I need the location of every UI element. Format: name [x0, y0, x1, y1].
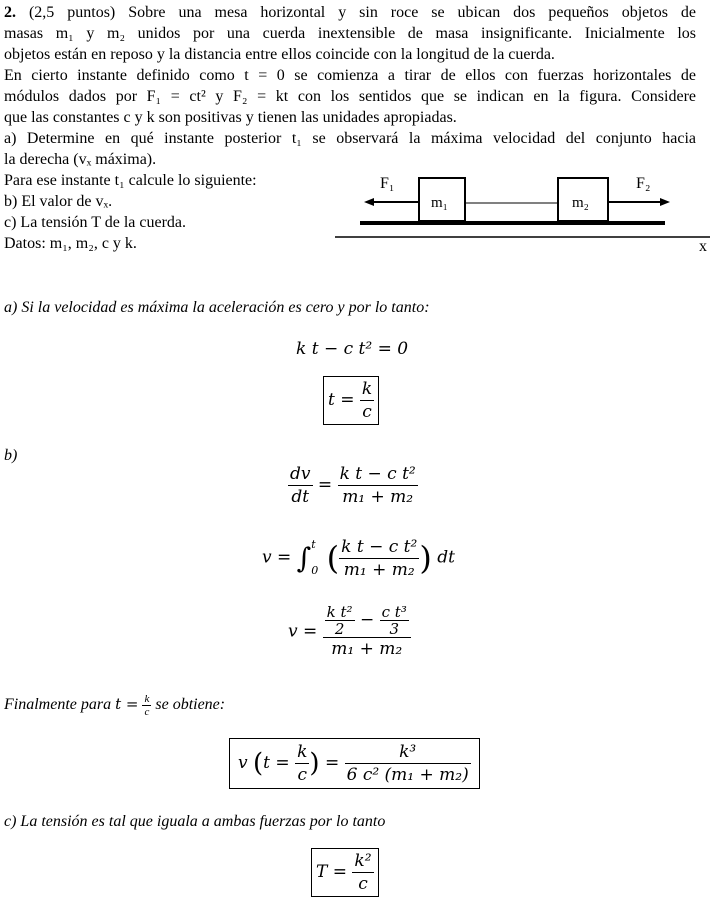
- problem-line-11: c) La tensión T de la cuerda.: [4, 214, 186, 231]
- label-m2: m₂: [572, 195, 589, 211]
- solution-a-text: a) Si la velocidad es máxima la aceleración es cero y por lo tanto:: [4, 299, 430, 316]
- equation-dvdt: $\frac{dv}{dt}$ = $\frac{\text{k t − c t²}}{\text{m₁ + m₂}}$: [290, 464, 416, 507]
- final-v-box: v (t = $\frac{k}{c}$ ) = $\frac{\text{k³}}{\text{6 c² (m₁ + m₂)}}$: [229, 738, 480, 789]
- problem-line-9: Para ese instante t₁ calcule lo siguiente:: [4, 172, 257, 189]
- problem-line-8: la derecha (vₓ máxima).: [4, 151, 157, 168]
- equation-integral: v = ∫ t 0 ( $\frac{\text{k t − c t²}}{\text{m₁ + m₂}}$ ) dt: [262, 536, 455, 580]
- equation-a: k t − c t² = 0: [296, 339, 409, 359]
- problem-line-6: que las constantes c y k son positivas y tienen las unidades apropiadas.: [4, 109, 457, 126]
- problem-line-5: módulos dados por F₁ = ct² y F₂ = kt con los sentidos que se indican en la figura. Considere: [4, 88, 696, 105]
- equation-v: v = $\frac{\text{k t²}}{2}$ − $\frac{\text{c t³}}{3}$ m₁ + m₂: [288, 604, 411, 660]
- result-t-fraction: $\frac{k}{c}$: [361, 379, 373, 422]
- problem-line-1: [4, 2, 696, 23]
- problem-intro: (2,5 puntos) Sobre una mesa horizontal y sin roce se ubican dos pequeños objetos de: [28, 4, 697, 21]
- problem-line-10: b) El valor de vₓ.: [4, 193, 113, 210]
- integral-sign: ∫: [296, 541, 312, 575]
- label-f1: F₁: [380, 175, 395, 192]
- label-x-axis: x: [699, 238, 707, 255]
- arrow-f2-head: [660, 198, 670, 206]
- result-t-box: [323, 376, 379, 425]
- problem-line-2: masas m₁ y m₂ unidos por una cuerda inextensible de masa insignificante. Inicialmente los: [4, 25, 696, 42]
- physics-figure: [330, 165, 715, 255]
- label-m1: m₁: [431, 195, 448, 211]
- result-T-box: T = $\frac{\text{k²}}{c}$: [311, 848, 379, 897]
- solution-b-label: b): [4, 447, 18, 464]
- final-text: Finalmente para t = $\frac{k}{c}$ se obtiene:: [4, 693, 226, 718]
- arrow-f1-head: [364, 198, 374, 206]
- label-f2: F₂: [636, 175, 651, 192]
- problem-line-12: Datos: m₁, m₂, c y k.: [4, 235, 137, 252]
- problem-line-3: objetos están en reposo y la distancia entre ellos coincide con la longitud de la cuerda.: [4, 46, 555, 63]
- problem-line-4: En cierto instante definido como t = 0 se comienza a tirar de ellos con fuerzas horizontales de: [4, 67, 696, 84]
- problem-number: 2.: [4, 4, 16, 21]
- solution-c-text: c) La tensión es tal que iguala a ambas fuerzas por lo tanto: [4, 813, 386, 830]
- result-t-lhs: t =: [328, 390, 355, 410]
- problem-line-7: a) Determine en qué instante posterior t₁ se observará la máxima velocidad del conjunto hacia: [4, 130, 696, 147]
